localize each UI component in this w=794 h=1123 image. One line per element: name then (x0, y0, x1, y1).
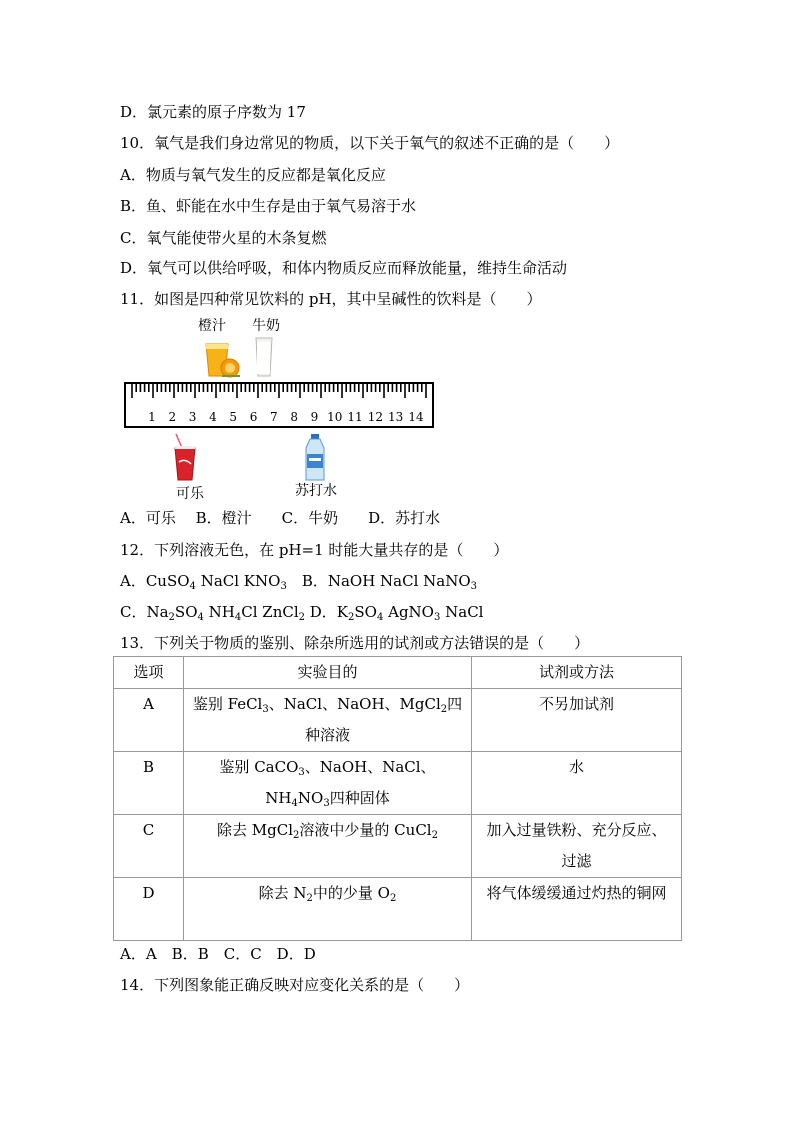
q10-option-c: C．氧气能使带火星的木条复燃 (120, 229, 327, 247)
subscript: 2 (298, 612, 306, 623)
purpose-text: 除去 MgCl (217, 821, 294, 839)
q14-stem: 14．下列图象能正确反映对应变化关系的是（ ） (120, 976, 470, 994)
q12-options-cd (120, 602, 483, 622)
purpose-text: 四种固体 (329, 789, 390, 807)
row-option: D (114, 878, 184, 941)
subscript: 3 (280, 581, 287, 592)
q11-stem: 11．如图是四种常见饮料的 pH，其中呈碱性的饮料是（ ） (120, 290, 542, 308)
milk-label: 牛奶 (252, 318, 280, 334)
row-option: B (114, 752, 184, 815)
ruler-ticks (126, 384, 432, 406)
row-option: A (114, 689, 184, 752)
q12-option-d-text: AgNO (383, 603, 434, 621)
subscript: 3 (262, 704, 269, 715)
subscript: 2 (293, 830, 300, 841)
table-row (114, 752, 682, 815)
subscript: 4 (376, 612, 384, 623)
table-header-row (114, 657, 682, 689)
subscript: 3 (298, 767, 305, 778)
ruler-number: 1 (148, 410, 156, 424)
ruler-number: 11 (347, 410, 363, 424)
q12-option-d-text: D．K (305, 603, 349, 621)
header-purpose: 实验目的 (184, 657, 472, 689)
purpose-text: 除去 N (258, 884, 307, 902)
subscript: 2 (168, 612, 175, 623)
row-purpose (184, 815, 472, 878)
row-purpose (184, 752, 472, 815)
subscript: 4 (291, 798, 298, 809)
q13-options: A．A B．B C．C D．D (120, 945, 316, 963)
ruler-number: 12 (367, 410, 384, 424)
purpose-text: 溶液中少量的 CuCl (299, 821, 432, 839)
orange-juice-label: 橙汁 (198, 318, 226, 334)
q13-table (113, 656, 682, 941)
q12-option-a-text: NaCl KNO (195, 572, 281, 590)
q12-option-c-text: C．Na (120, 603, 169, 621)
purpose-text: 四种溶液 (304, 695, 463, 744)
q12-option-d-text: SO (354, 603, 377, 621)
q11-options: A．可乐 B．橙汁 C．牛奶 D．苏打水 (120, 509, 441, 527)
milk-glass-icon (254, 336, 274, 378)
subscript: 3 (323, 798, 330, 809)
subscript: 3 (470, 581, 478, 592)
ruler-number: 4 (209, 410, 217, 424)
subscript: 4 (234, 612, 242, 623)
subscript: 2 (431, 830, 438, 841)
q12-stem: 12．下列溶液无色，在 pH=1 时能大量共存的是（ ） (120, 541, 509, 559)
subscript: 2 (348, 612, 355, 623)
q10-option-b: B．鱼、虾能在水中生存是由于氧气易溶于水 (120, 197, 417, 215)
ph-ruler-figure (122, 318, 438, 506)
header-method: 试剂或方法 (472, 657, 682, 689)
q12-options-ab (120, 571, 477, 591)
cola-cup-icon (172, 434, 198, 482)
purpose-text: NO (297, 789, 324, 807)
table-row (114, 815, 682, 878)
q12-option-b-text: B．NaOH NaCl NaNO (286, 572, 471, 590)
subscript: 2 (306, 893, 313, 904)
ruler-number: 8 (290, 410, 298, 424)
q9-option-d: D．氯元素的原子序数为 17 (120, 103, 306, 121)
soda-water-bottle-icon (302, 434, 328, 482)
purpose-text: 、NaCl、NaOH、MgCl (268, 695, 441, 713)
ruler-number: 14 (408, 410, 424, 424)
q12-option-a-text: A．CuSO (120, 572, 190, 590)
row-purpose (184, 878, 472, 941)
ruler-number: 3 (188, 410, 197, 424)
ruler-number: 6 (249, 410, 258, 424)
q10-stem: 10．氧气是我们身边常见的物质，以下关于氧气的叙述不正确的是（ ） (120, 134, 620, 152)
ruler-number: 13 (388, 410, 404, 424)
ruler-number: 2 (168, 410, 177, 424)
row-purpose (184, 689, 472, 752)
purpose-text: 鉴别 CaCO (219, 758, 299, 776)
orange-juice-glass-icon (200, 340, 242, 380)
soda-water-label: 苏打水 (295, 483, 337, 499)
subscript: 2 (440, 704, 448, 715)
ph-ruler (124, 382, 434, 428)
row-method: 将气体缓缓通过灼热的铜网 (472, 878, 682, 941)
purpose-text: 鉴别 FeCl (192, 695, 263, 713)
row-method: 水 (472, 752, 682, 815)
subscript: 2 (389, 893, 397, 904)
row-method: 加入过量铁粉、充分反应、过滤 (472, 815, 682, 878)
cola-label: 可乐 (176, 486, 204, 502)
ruler-number: 7 (270, 410, 278, 424)
q10-option-a: A．物质与氧气发生的反应都是氧化反应 (120, 166, 386, 184)
purpose-text: 中的少量 O (312, 884, 390, 902)
subscript: 4 (197, 612, 204, 623)
row-method: 不另加试剂 (472, 689, 682, 752)
header-option: 选项 (114, 657, 184, 689)
q12-option-c-text: Cl ZnCl (241, 603, 299, 621)
subscript: 3 (433, 612, 441, 623)
q10-option-d: D．氧气可以供给呼吸，和体内物质反应而释放能量，维持生命活动 (120, 259, 568, 277)
q12-option-c-text: SO (174, 603, 198, 621)
q12-option-c-text: NH (203, 603, 235, 621)
q12-option-d-text: NaCl (440, 603, 484, 621)
subscript: 4 (189, 581, 196, 592)
q13-stem: 13．下列关于物质的鉴别、除杂所选用的试剂或方法错误的是（ ） (120, 634, 590, 652)
ruler-number: 9 (310, 410, 319, 424)
ruler-number: 10 (327, 410, 343, 424)
row-option: C (114, 815, 184, 878)
purpose-text: 、NaOH、NaCl、NH (265, 758, 436, 807)
table-row (114, 878, 682, 941)
ruler-number: 5 (229, 410, 238, 424)
table-row (114, 689, 682, 752)
